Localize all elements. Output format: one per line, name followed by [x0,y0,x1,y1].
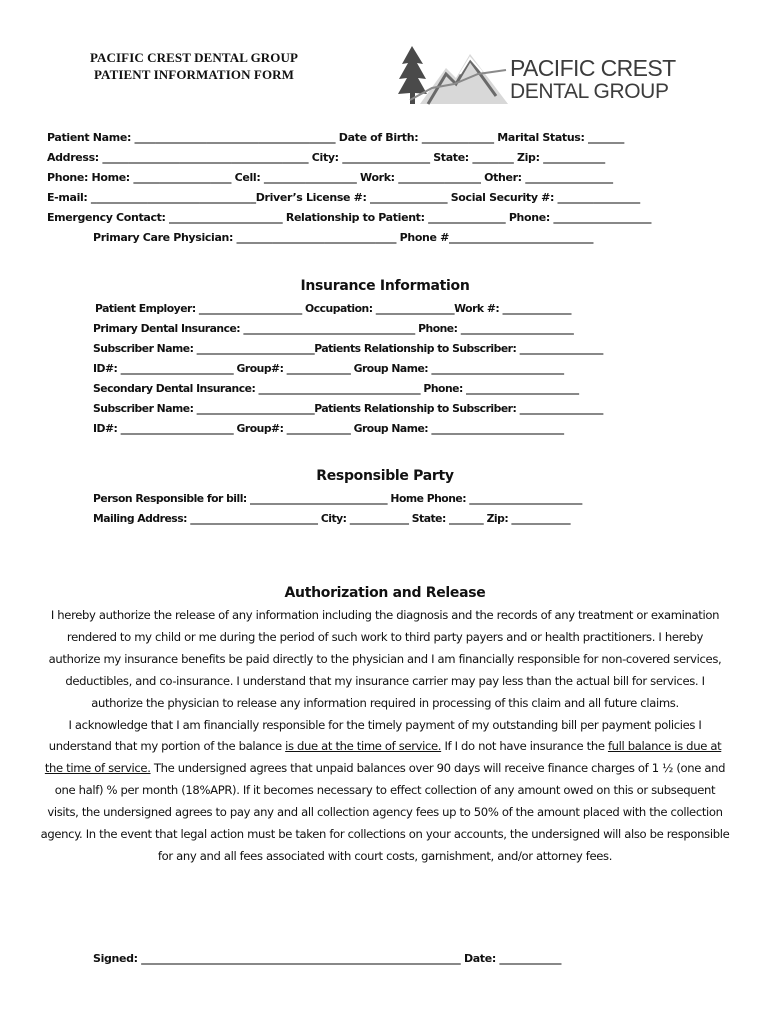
form-header [55,49,333,83]
p2-text-2: If I do not have insurance the [441,739,608,754]
p2-underline-1: is due at the time of service. [285,739,442,754]
company-logo [398,44,688,108]
email-line[interactable]: E-mail: ________________________________Driver’s License #: _______________ Social Security #: ________________ [47,191,640,204]
secondary-dental-insurance-line[interactable]: Secondary Dental Insurance: _________________________________ Phone: _______________________ [93,382,579,395]
logo-name-line2: DENTAL GROUP [510,80,669,103]
phone-line[interactable]: Phone: Home: ___________________ Cell: __________________ Work: ________________ Other: _________________ [47,171,613,184]
signature-line[interactable]: Signed: ______________________________________________________________ Date: ____________ [93,952,562,965]
p2-text-1: I acknowledge that I am financially responsible for the timely payment of my outstanding bill per payment policies I understand that my portion of the balance [48,717,702,754]
org-title: PACIFIC CREST DENTAL GROUP [89,50,299,65]
form-title: PATIENT INFORMATION FORM [93,67,295,82]
tree-mountain-logo-icon [398,44,508,108]
mailing-address-line[interactable]: Mailing Address: __________________________ City: ____________ State: _______ Zip: ____________ [93,512,571,525]
id-group-line[interactable]: ID#: _______________________ Group#: _____________ Group Name: ___________________________ [93,362,564,375]
insurance-section-title: Insurance Information [300,278,470,294]
authorization-text [40,605,730,868]
address-line[interactable]: Address: ________________________________________ City: _________________ State: ________ Zip: ____________ [47,151,605,164]
person-responsible-line[interactable]: Person Responsible for bill: ____________________________ Home Phone: _______________________ [93,492,582,505]
p2-underline-2: full balance is due at the time of service. [44,739,722,776]
authorization-title: Authorization and Release [284,585,486,601]
authorization-paragraph-1: I hereby authorize the release of any information including the diagnosis and the records of any treatment or examination rendered to my child or me during the period of such work to third party payers and or health practitioners. I hereby authorize my insurance benefits be paid directly to the physician and I am financially responsible for non-covered services, deductibles, and co-insurance. I understand that my insurance carrier may pay less than the actual bill for services. I authorize the physician to release any information required in processing of this claim and all future claims. [48,608,722,710]
subscriber-name-line[interactable]: Subscriber Name: ________________________Patients Relationship to Subscriber: _________________ [93,342,603,355]
authorization-paragraph-2 [40,715,730,868]
patient-employer-line[interactable]: Patient Employer: _____________________ Occupation: ________________Work #: ______________ [95,302,572,315]
primary-dental-insurance-line[interactable]: Primary Dental Insurance: ___________________________________ Phone: _______________________ [93,322,574,335]
secondary-id-group-line[interactable]: ID#: _______________________ Group#: _____________ Group Name: ___________________________ [93,422,564,435]
logo-name-line1: PACIFIC CREST [510,55,676,81]
p2-text-3: The undersigned agrees that unpaid balances over 90 days will receive finance charges of 1 ½ (one and one half) % per month (18%APR). If it becomes necessary to effect collection of any amount owed on this or subsequent visits, the undersigned agrees to pay any and all collection agency fees up to 50% of the amount placed with the collection agency. In the event that legal action must be taken for collections on your accounts, the undersigned will also be responsible for any and all fees associated with court costs, garnishment, and/or attorney fees. [40,761,730,863]
patient-name-line[interactable]: Patient Name: _______________________________________ Date of Birth: ______________ Marital Status: _______ [47,131,625,144]
primary-care-physician-line[interactable]: Primary Care Physician: _______________________________ Phone #____________________________ [93,231,594,244]
responsible-party-title: Responsible Party [316,468,454,484]
secondary-subscriber-name-line[interactable]: Subscriber Name: ________________________Patients Relationship to Subscriber: _________________ [93,402,603,415]
emergency-contact-line[interactable]: Emergency Contact: ______________________ Relationship to Patient: _______________ Phone: ___________________ [47,211,652,224]
